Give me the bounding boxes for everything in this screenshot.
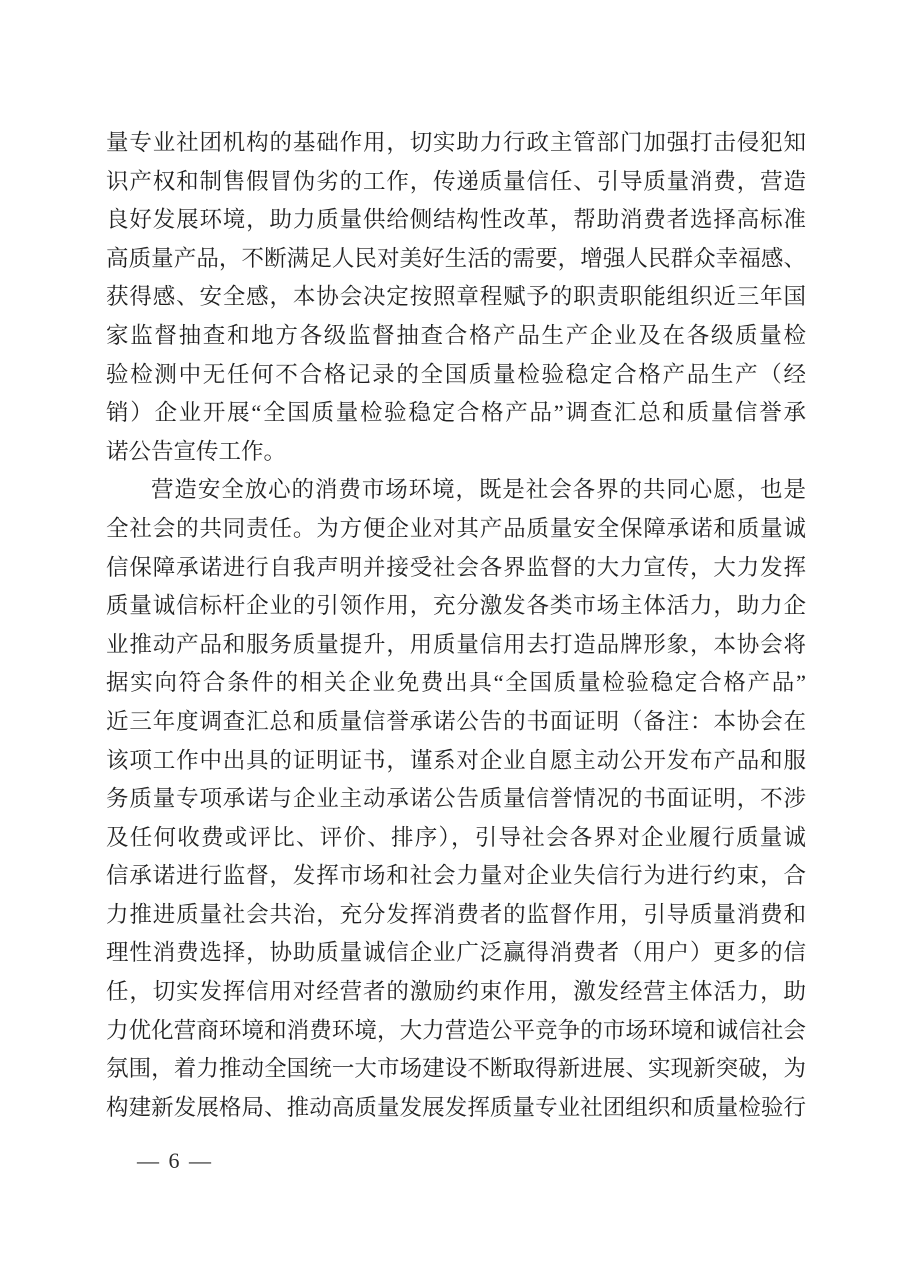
text-line: 及任何收费或评比、评价、排序），引导社会各界对企业履行质量诚 (106, 824, 806, 850)
document-text-block (106, 124, 806, 1127)
text-line: 近三年度调查汇总和质量信誉承诺公告的书面证明（备注：本协会在 (106, 708, 806, 734)
text-line: 销）企业开展“全国质量检验稳定合格产品”调查汇总和质量信誉承 (106, 400, 806, 426)
text-line: 业推动产品和服务质量提升，用质量信用去打造品牌形象，本协会将 (106, 631, 806, 657)
text-line: 家监督抽查和地方各级监督抽查合格产品生产企业及在各级质量检 (106, 322, 806, 348)
text-line: 务质量专项承诺与企业主动承诺公告质量信誉情况的书面证明，不涉 (106, 786, 806, 812)
text-line: 识产权和制售假冒伪劣的工作，传递质量信任、引导质量消费，营造 (106, 168, 806, 194)
text-line: 该项工作中出具的证明证书，谨系对企业自愿主动公开发布产品和服 (106, 747, 806, 773)
paragraph-2 (106, 471, 806, 1127)
text-line: 信承诺进行监督，发挥市场和社会力量对企业失信行为进行约束，合 (106, 863, 806, 889)
text-line: 良好发展环境，助力质量供给侧结构性改革，帮助消费者选择高标准 (106, 207, 806, 233)
text-line: 营造安全放心的消费市场环境，既是社会各界的共同心愿，也是 (151, 477, 806, 503)
text-line: 诺公告宣传工作。 (106, 438, 287, 464)
page-number: — 6 — (137, 1148, 213, 1173)
text-line: 理性消费选择，协助质量诚信企业广泛赢得消费者（用户）更多的信 (106, 940, 806, 966)
text-line: 力优化营商环境和消费环境，大力营造公平竞争的市场环境和诚信社会 (106, 1017, 806, 1043)
text-line: 信保障承诺进行自我声明并接受社会各界监督的大力宣传，大力发挥 (106, 554, 806, 580)
text-line: 任，切实发挥信用对经营者的激励约束作用，激发经营主体活力，助 (106, 979, 806, 1005)
text-line: 力推进质量社会共治，充分发挥消费者的监督作用，引导质量消费和 (106, 901, 806, 927)
text-line: 验检测中无任何不合格记录的全国质量检验稳定合格产品生产（经 (106, 361, 806, 387)
text-line: 质量诚信标杆企业的引领作用，充分激发各类市场主体活力，助力企 (106, 593, 806, 619)
text-line: 量专业社团机构的基础作用，切实助力行政主管部门加强打击侵犯知 (106, 130, 806, 155)
text-line: 据实向符合条件的相关企业免费出具“全国质量检验稳定合格产品” (106, 670, 806, 696)
text-line: 高质量产品，不断满足人民对美好生活的需要，增强人民群众幸福感、 (106, 245, 806, 271)
paragraph-1 (106, 124, 806, 471)
text-line: 全社会的共同责任。为方便企业对其产品质量安全保障承诺和质量诚 (106, 515, 806, 541)
text-line: 构建新发展格局、推动高质量发展发挥质量专业社团组织和质量检验行 (106, 1094, 806, 1120)
text-line: 氛围，着力推动全国统一大市场建设不断取得新进展、实现新突破，为 (106, 1056, 806, 1082)
text-line: 获得感、安全感，本协会决定按照章程赋予的职责职能组织近三年国 (106, 284, 806, 310)
